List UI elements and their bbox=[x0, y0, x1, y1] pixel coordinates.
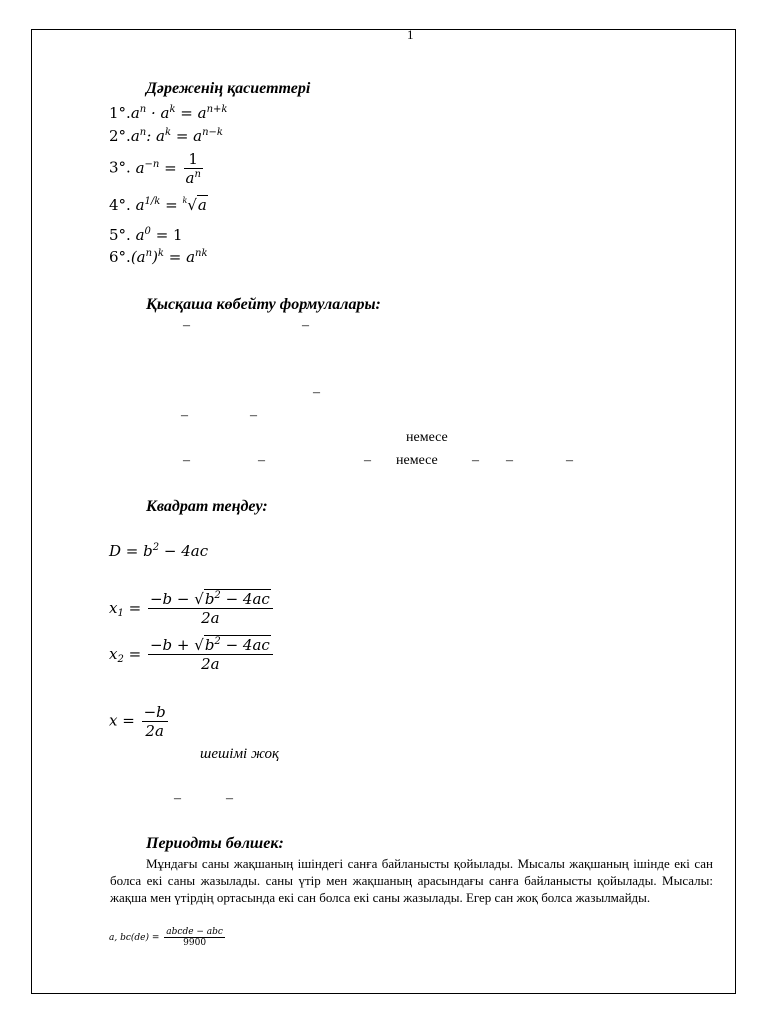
dash-mark: – bbox=[183, 453, 190, 468]
dash-mark: – bbox=[183, 318, 190, 333]
periodic-fraction-paragraph: Мұндағы саны жақшаның ішіндегі санға байланысты қойылады. Мысалы жақшаның ішінде екі сан болса екі саны жазылады. саны үтір мен жақшаның арасындағы санға байланысты қойылады. Мысалы: жақша мен үтірдің ортасында екі сан болса екі саны жазылады. Егер сан жоқ болса жазылмайды. bbox=[110, 856, 713, 905]
dash-mark: – bbox=[302, 318, 309, 333]
section-title-periodic-fraction: Периодты бөлшек: bbox=[146, 835, 284, 852]
dash-mark: – bbox=[506, 453, 513, 468]
power-property-3: 3°. $a^{-n}$ = $\frac{1}{a^n}$ bbox=[109, 150, 201, 187]
word-nemese: немесе bbox=[396, 453, 438, 468]
dash-mark: – bbox=[472, 453, 479, 468]
root-x1-formula: $x_1$ = $\frac{-b - √b^2 - 4ac}{2a}$ bbox=[109, 590, 275, 627]
dash-mark: – bbox=[313, 385, 320, 400]
discriminant-formula: $D = b^2 - 4ac$ bbox=[109, 542, 209, 560]
power-property-6: $6^\circ.(a^n)^k = a^{nk}$ bbox=[109, 248, 208, 266]
no-solution-text: шешімі жоқ bbox=[200, 746, 280, 762]
power-property-4: 4°. $a^{1/k} = ^k√a$ bbox=[109, 196, 207, 214]
dash-mark: – bbox=[364, 453, 371, 468]
power-property-2: $2^\circ.a^n$: $a^k = a^{n-k}$ bbox=[109, 127, 223, 145]
dash-mark: – bbox=[226, 791, 233, 806]
section-title-power-properties: Дәреженің қасиеттері bbox=[146, 80, 311, 97]
dash-mark: – bbox=[174, 791, 181, 806]
root-x2-formula: $x_2$ = $\frac{-b + √b^2 - 4ac}{2a}$ bbox=[109, 636, 275, 673]
single-root-formula: x = $\frac{-b}{2a}$ bbox=[109, 703, 166, 740]
dash-mark: – bbox=[258, 453, 265, 468]
section-title-quadratic-equation: Квадрат теңдеу: bbox=[146, 498, 268, 515]
dash-mark: – bbox=[181, 408, 188, 423]
word-nemese: немесе bbox=[406, 430, 448, 445]
power-property-1: $1^\circ.a^n \cdot a^k = a^{n+k}$ bbox=[109, 104, 228, 122]
power-property-5: 5°. $a^0 = 1$ bbox=[109, 226, 183, 244]
periodic-fraction-formula: a, bc(de) = $\frac{\text{abcde − abc}}{9900}$ bbox=[109, 927, 223, 948]
dash-mark: – bbox=[566, 453, 573, 468]
dash-mark: – bbox=[250, 408, 257, 423]
page-number: 1 bbox=[407, 27, 414, 42]
section-title-multiplication-formulas: Қысқаша көбейту формулалары: bbox=[146, 296, 381, 313]
